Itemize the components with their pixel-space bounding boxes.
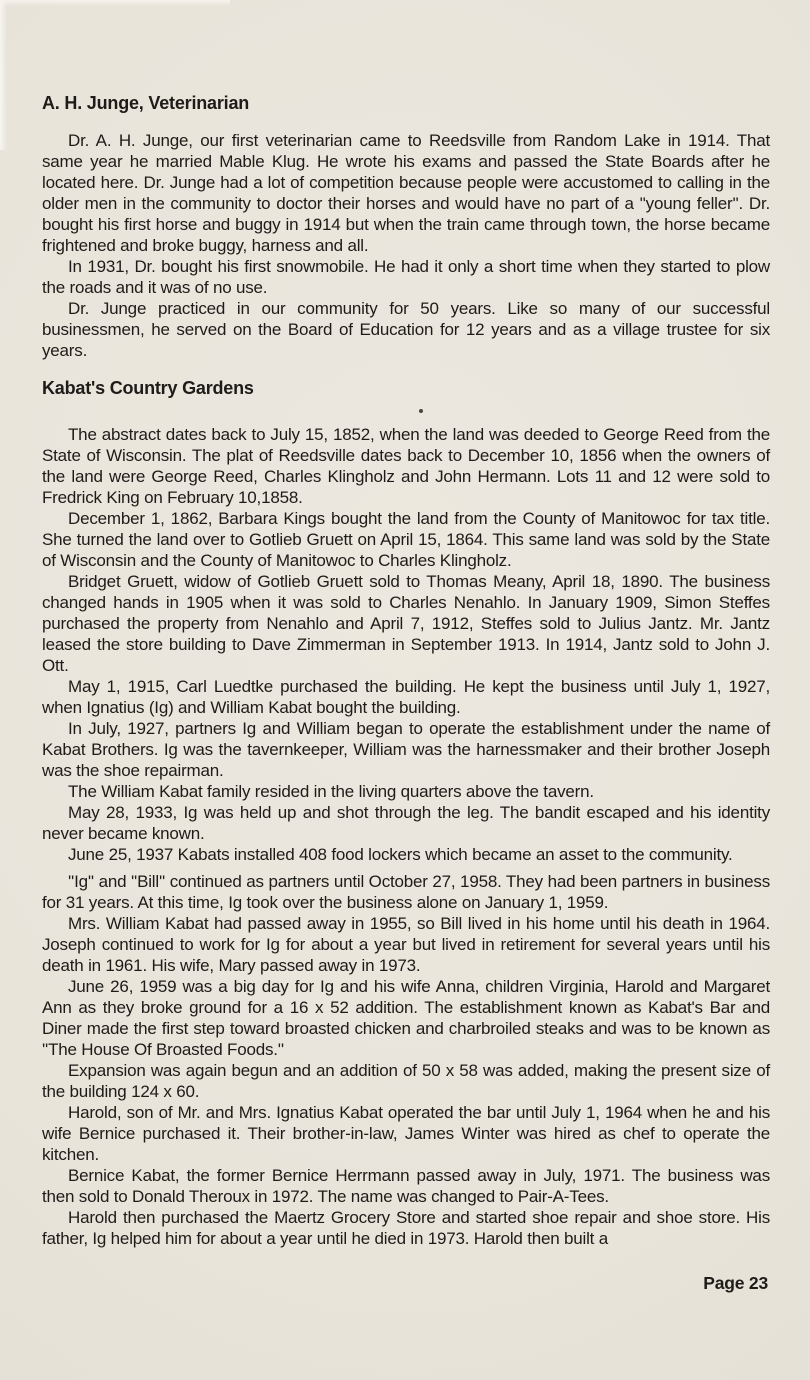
paragraph-kabat-15: Harold then purchased the Maertz Grocery Store and started shoe repair and shoe store. His father, Ig helped him for about a year until he died in 1973. Harold then built a bbox=[42, 1208, 770, 1248]
page-content bbox=[42, 93, 770, 1294]
paragraph-kabat-10: Mrs. William Kabat had passed away in 1955, so Bill lived in his home until his death in 1964. Joseph continued to work for Ig for about a year but lived in retirement for several years until his death in 1961. His wife, Mary passed away in 1973. bbox=[42, 914, 770, 975]
page-number: Page 23 bbox=[703, 1273, 768, 1293]
paragraph-kabat-13: Harold, son of Mr. and Mrs. Ignatius Kabat operated the bar until July 1, 1964 when he and his wife Bernice purchased it. Their brother-in-law, James Winter was hired as chef to operate the kitchen. bbox=[42, 1103, 770, 1164]
paragraph-kabat-14: Bernice Kabat, the former Bernice Herrmann passed away in July, 1971. The business was then sold to Donald Theroux in 1972. The name was changed to Pair-A-Tees. bbox=[42, 1166, 770, 1206]
paragraph-kabat-12: Expansion was again begun and an addition of 50 x 58 was added, making the present size of the building 124 x 60. bbox=[42, 1061, 770, 1101]
paragraph-kabat-2: December 1, 1862, Barbara Kings bought the land from the County of Manitowoc for tax title. She turned the land over to Gotlieb Gruett on April 15, 1864. This same land was sold by the State of Wisconsin and the County of Manitowoc to Charles Klingholz. bbox=[42, 509, 770, 570]
paragraph-kabat-7: May 28, 1933, Ig was held up and shot through the leg. The bandit escaped and his identity never became known. bbox=[42, 803, 770, 843]
paragraph-kabat-9: ''Ig'' and ''Bill'' continued as partners until October 27, 1958. They had been partners in business for 31 years. At this time, Ig took over the business alone on January 1, 1959. bbox=[42, 872, 770, 912]
paragraph-kabat-4: May 1, 1915, Carl Luedtke purchased the building. He kept the business until July 1, 1927, when Ignatius (Ig) and William Kabat bought the building. bbox=[42, 677, 770, 717]
paragraph-junge-1: Dr. A. H. Junge, our first veterinarian came to Reedsville from Random Lake in 1914. That same year he married Mable Klug. He wrote his exams and passed the State Boards after he located here. Dr. Junge had a lot of competition because people were accustomed to calling in the older men in the community to doctor their horses and would have no part of a ''young feller''. Dr. bought his first horse and buggy in 1914 but when the train came through town, the horse became frightened and broke buggy, harness and all. bbox=[42, 131, 770, 255]
scan-edge-artifact bbox=[0, 0, 7, 150]
paragraph-kabat-6: The William Kabat family resided in the living quarters above the tavern. bbox=[68, 782, 594, 801]
paragraph-kabat-5: In July, 1927, partners Ig and William began to operate the establishment under the name of Kabat Brothers. Ig was the tavernkeeper, William was the harnessmaker and their brother Joseph was the shoe repairman. bbox=[42, 719, 770, 780]
paragraph-junge-2: In 1931, Dr. bought his first snowmobile. He had it only a short time when they started to plow the roads and it was of no use. bbox=[42, 257, 770, 297]
paragraph-kabat-11: June 26, 1959 was a big day for Ig and his wife Anna, children Virginia, Harold and Margaret Ann as they broke ground for a 16 x 52 addition. The establishment known as Kabat's Bar and Diner made the first step toward broasted chicken and charbroiled steaks and was to be known as ''The House Of Broasted Foods.'' bbox=[42, 977, 770, 1059]
paragraph-kabat-8: June 25, 1937 Kabats installed 408 food lockers which became an asset to the community. bbox=[68, 845, 733, 864]
paragraph-kabat-1: The abstract dates back to July 15, 1852, when the land was deeded to George Reed from the State of Wisconsin. The plat of Reedsville dates back to December 10, 1856 when the owners of the land were George Reed, Charles Klingholz and John Hermann. Lots 11 and 12 were sold to Fredrick King on February 10,1858. bbox=[42, 425, 770, 507]
section-heading-junge-veterinarian: A. H. Junge, Veterinarian bbox=[42, 93, 250, 113]
paragraph-junge-3: Dr. Junge practiced in our community for 50 years. Like so many of our successful businessmen, he served on the Board of Education for 12 years and as a village trustee for six years. bbox=[42, 299, 770, 360]
scan-edge-artifact bbox=[0, 0, 230, 6]
section-heading-kabats-country-gardens: Kabat's Country Gardens bbox=[42, 378, 254, 398]
paragraph-kabat-3: Bridget Gruett, widow of Gotlieb Gruett sold to Thomas Meany, April 18, 1890. The business changed hands in 1905 when it was sold to Charles Nenahlo. In January 1909, Simon Steffes purchased the property from Nenahlo and April 7, 1912, Steffes sold to Julius Jantz. Mr. Jantz leased the store building to Dave Zimmerman in September 1913. In 1914, Jantz sold to John J. Ott. bbox=[42, 572, 770, 675]
